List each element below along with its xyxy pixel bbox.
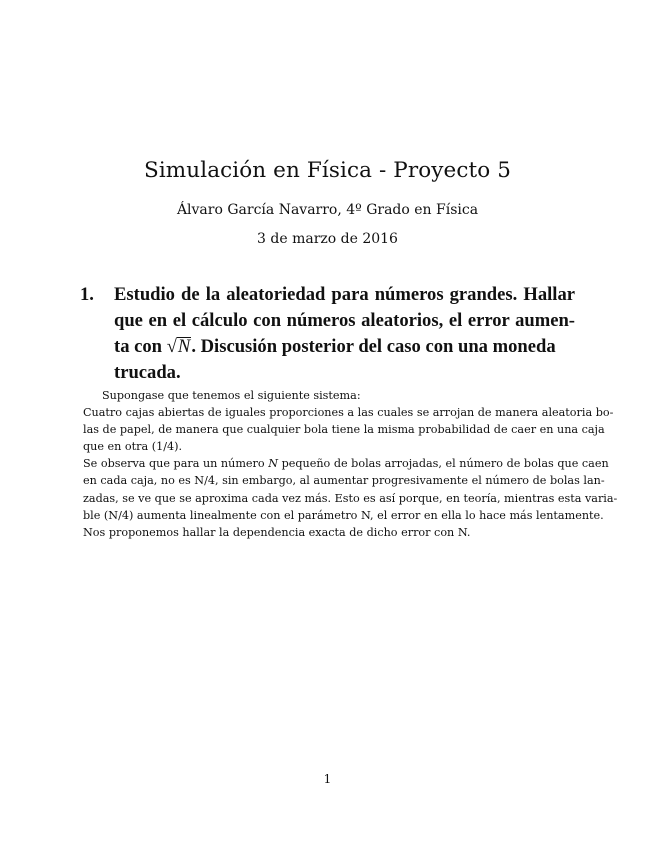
math-variable: N bbox=[268, 457, 278, 471]
body-paragraph bbox=[83, 387, 618, 541]
body-line: que en otra (1/4). bbox=[83, 440, 183, 454]
section-title-line: que en el cálculo con números aleatorios, el error aumen- bbox=[114, 310, 575, 331]
date-line: 3 de marzo de 2016 bbox=[257, 231, 398, 247]
body-line: Nos proponemos hallar la dependencia exacta de dicho error con N. bbox=[83, 525, 471, 539]
body-line bbox=[83, 455, 609, 472]
body-line: zadas, se ve que se aproxima cada vez más. Esto es así porque, en teoría, mientras esta varia- bbox=[83, 491, 618, 505]
body-line: Cuatro cajas abiertas de iguales proporciones a las cuales se arrojan de manera aleatoria bo- bbox=[83, 406, 614, 420]
body-line: las de papel, de manera que cualquier bola tiene la misma probabilidad de caer en una caja bbox=[83, 423, 605, 437]
section-title-fragment: ta con bbox=[114, 336, 163, 357]
section-title-line bbox=[114, 334, 575, 360]
sqrt-variable: N bbox=[177, 336, 191, 357]
section-title-line: Estudio de la aleatoriedad para números grandes. Hallar bbox=[114, 284, 575, 305]
section-title-fragment: . Discusión posterior del caso con una moneda bbox=[191, 336, 556, 357]
body-fragment: Se observa que para un número bbox=[83, 457, 265, 471]
author-line: Álvaro García Navarro, 4º Grado en Física bbox=[176, 202, 479, 218]
section-title bbox=[114, 282, 575, 386]
sqrt-symbol: √ bbox=[166, 336, 177, 357]
body-fragment: pequeño de bolas arrojadas, el número de bolas que caen bbox=[281, 457, 609, 471]
paper-title: Simulación en Física - Proyecto 5 bbox=[144, 158, 511, 183]
section-number: 1. bbox=[80, 284, 94, 305]
page-number: 1 bbox=[323, 772, 332, 786]
body-line: ble (N/4) aumenta linealmente con el parámetro N, el error en ella lo hace más lentamente. bbox=[83, 508, 604, 522]
body-line: Supongase que tenemos el siguiente sistema: bbox=[102, 389, 361, 402]
body-line: en cada caja, no es N/4, sin embargo, al aumentar progresivamente el número de bolas lan- bbox=[83, 474, 605, 488]
section-title-line: trucada. bbox=[114, 362, 181, 383]
